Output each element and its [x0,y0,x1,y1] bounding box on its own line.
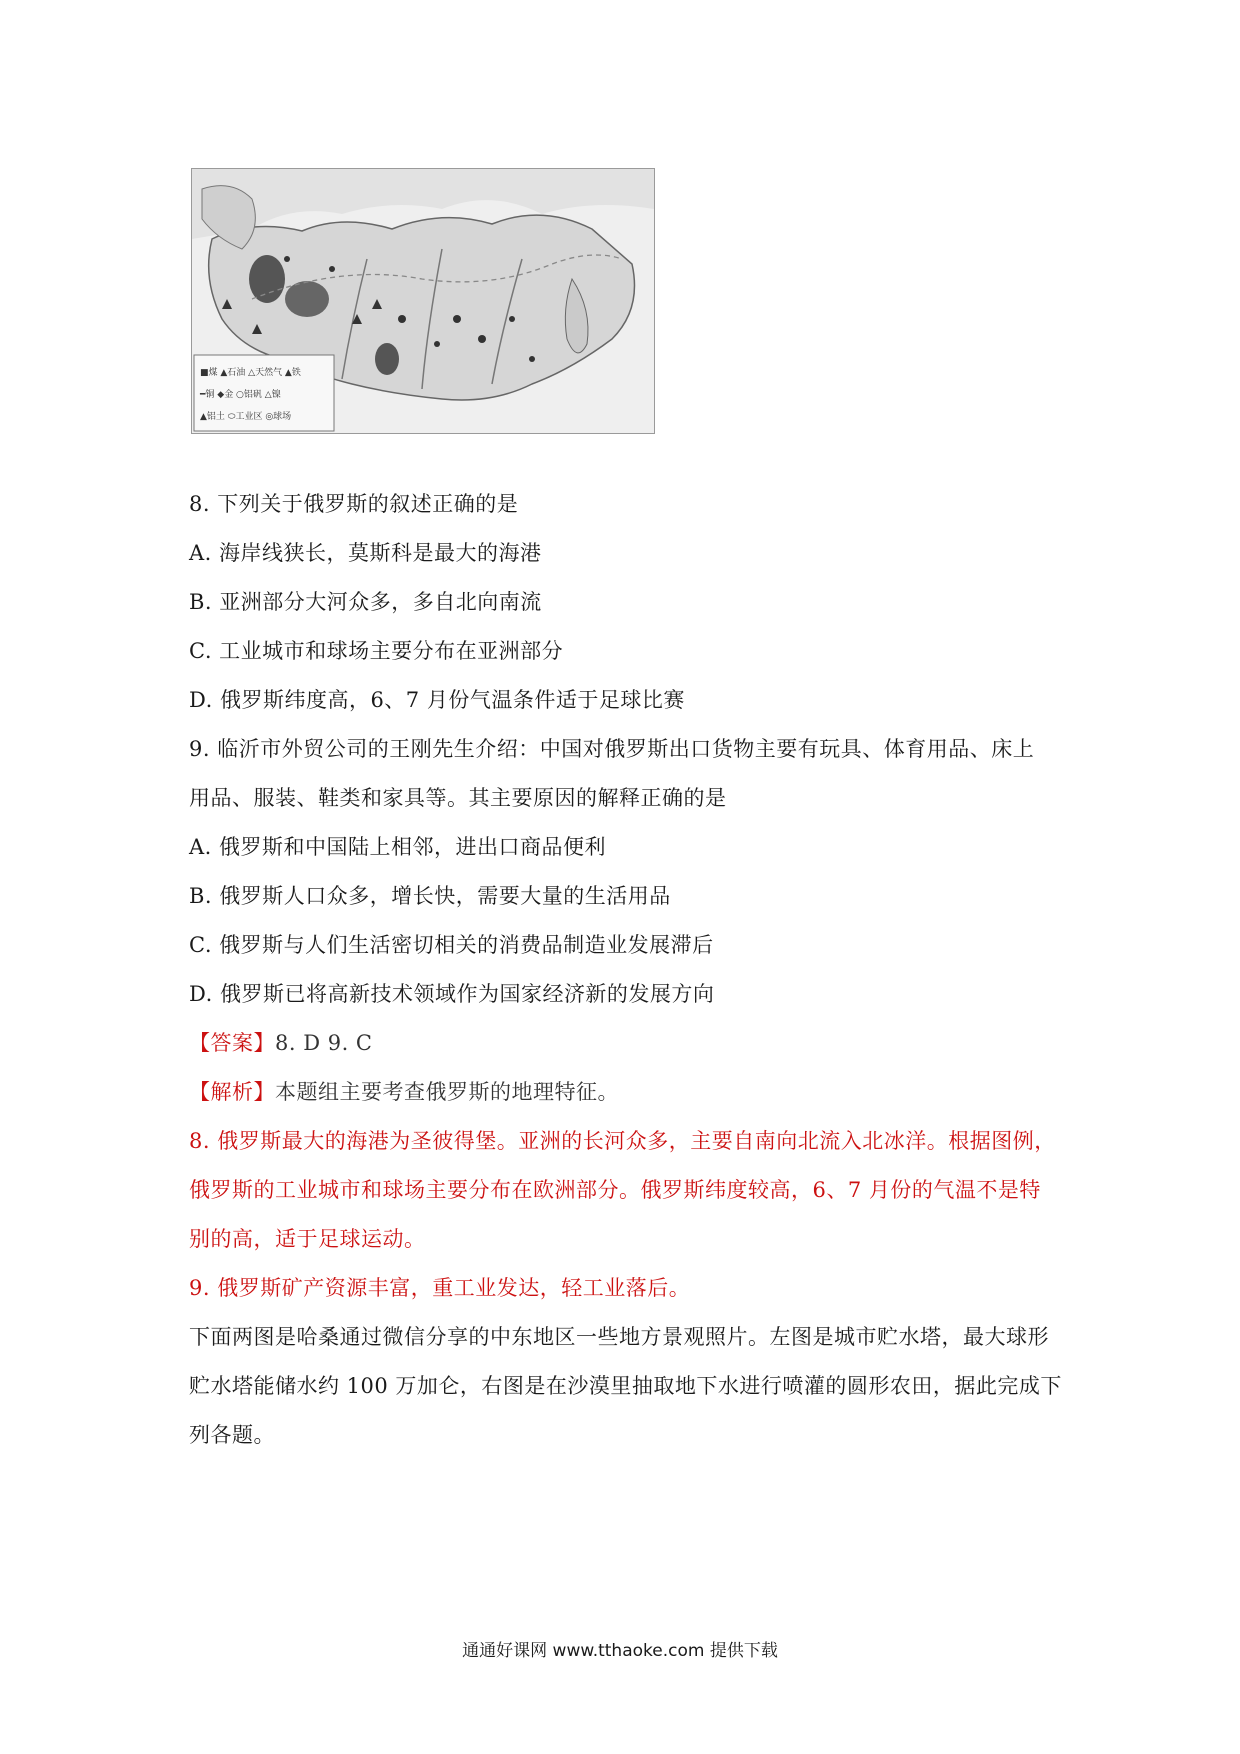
q8-option-b: B. 亚洲部分大河众多，多自北向南流 [189,590,542,614]
explanation-q8-line1: 8. 俄罗斯最大的海港为圣彼得堡。亚洲的长河众多，主要自南向北流入北冰洋。根据图例， [189,1129,1056,1153]
q9-option-a: A. 俄罗斯和中国陆上相邻，进出口商品便利 [189,835,607,859]
map-legend-row2: ━铜 ◆金 ○铝矾 △镍 [200,390,281,400]
explanation-q9-line: 9. 俄罗斯矿产资源丰富，重工业发达，轻工业落后。 [189,1276,691,1300]
q8-option-d: D. 俄罗斯纬度高，6、7 月份气温条件适于足球比赛 [189,688,685,712]
answer-line [189,1019,1059,1068]
next-intro-line2: 贮水塔能储水约 100 万加仑，右图是在沙漠里抽取地下水进行喷灌的圆形农田，据此完成下 [189,1374,1062,1398]
explanation-q8-line3: 别的高，适于足球运动。 [189,1227,426,1251]
analysis-line [189,1068,1059,1117]
analysis-text: 本题组主要考查俄罗斯的地理特征。 [275,1080,619,1104]
next-intro-line1: 下面两图是哈桑通过微信分享的中东地区一些地方景观照片。左图是城市贮水塔，最大球形 [189,1325,1049,1349]
question-block [189,480,1062,1460]
q9-option-b: B. 俄罗斯人口众多，增长快，需要大量的生活用品 [189,884,671,908]
explanation-q8-line2: 俄罗斯的工业城市和球场主要分布在欧洲部分。俄罗斯纬度较高，6、7 月份的气温不是特 [189,1178,1041,1202]
russia-map-figure [191,168,655,434]
q9-option-c: C. 俄罗斯与人们生活密切相关的消费品制造业发展滞后 [189,933,714,957]
q9-stem-line2: 用品、服装、鞋类和家具等。其主要原因的解释正确的是 [189,786,727,810]
analysis-tag: 【解析】 [189,1080,275,1104]
next-intro-line3: 列各题。 [189,1423,275,1447]
q8-option-a: A. 海岸线狭长，莫斯科是最大的海港 [189,541,542,565]
map-legend-row1: ■煤 ▲石油 △天然气 ▲铁 [200,368,301,378]
q9-stem-line1: 9. 临沂市外贸公司的王刚先生介绍：中国对俄罗斯出口货物主要有玩具、体育用品、床上 [189,737,1035,761]
q8-option-c: C. 工业城市和球场主要分布在亚洲部分 [189,639,564,663]
russia-map [192,169,654,433]
page-footer: 通通好课网 www.tthaoke.com 提供下载 [462,1641,778,1661]
q8-stem: 8. 下列关于俄罗斯的叙述正确的是 [189,492,519,516]
answer-tag: 【答案】 [189,1031,275,1055]
map-legend-row3: ▲铝土 ⬭工业区 ◎球场 [200,412,292,422]
q9-option-d: D. 俄罗斯已将高新技术领域作为国家经济新的发展方向 [189,982,715,1006]
answer-text: 8. D 9. C [275,1031,373,1055]
